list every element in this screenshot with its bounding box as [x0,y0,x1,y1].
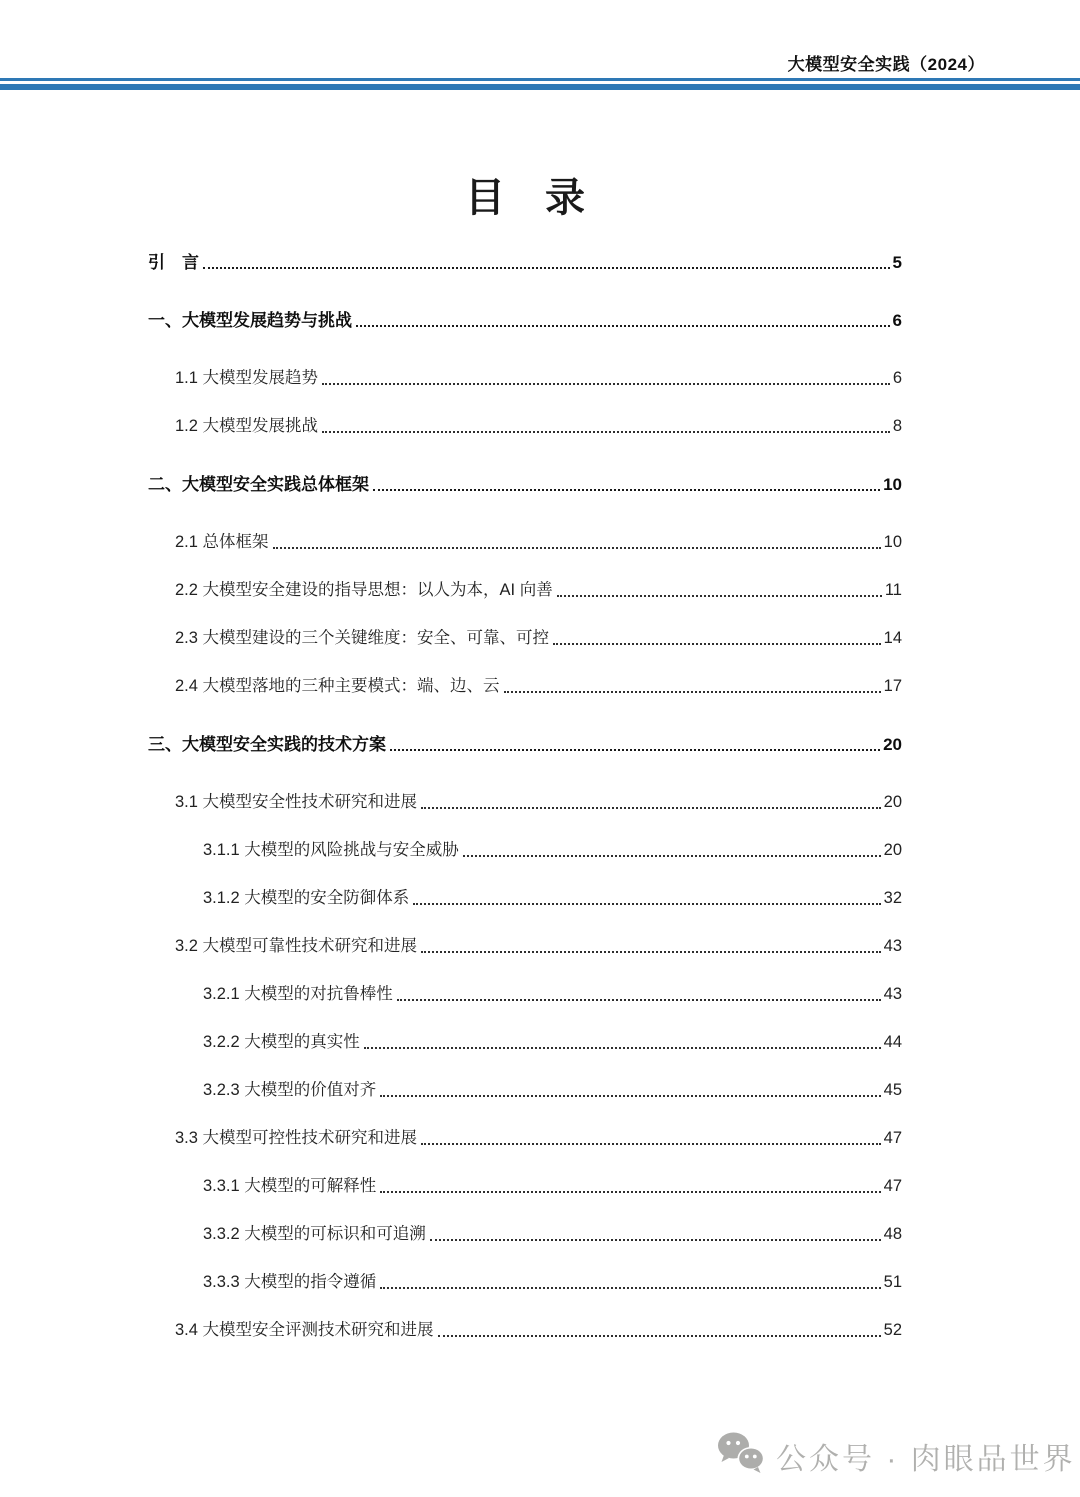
toc-dot-leader [380,1287,880,1289]
toc-entry[interactable] [148,474,902,495]
toc-entry-page-number: 51 [883,1273,902,1291]
toc-entry-page-number: 20 [883,841,902,859]
toc-entry-label: 3.1 大模型安全性技术研究和进展 [175,793,418,811]
toc-entry[interactable] [148,1176,902,1197]
toc-entry-label: 3.4 大模型安全评测技术研究和进展 [175,1321,434,1339]
toc-entry-label: 2.3 大模型建设的三个关键维度：安全、可靠、可控 [175,629,550,647]
toc-entry[interactable] [148,840,902,861]
toc-dot-leader [356,325,890,327]
toc-entry-label: 2.1 总体框架 [175,533,269,551]
toc-dot-leader [322,431,890,433]
toc-entry-page-number: 47 [883,1177,902,1195]
toc-dot-leader [203,267,890,269]
toc-dot-leader [380,1095,880,1097]
toc-entry-label: 3.3.2 大模型的可标识和可追溯 [203,1225,426,1243]
toc-entry[interactable] [148,1224,902,1245]
toc-entry-label: 3.1.2 大模型的安全防御体系 [203,889,410,907]
toc-dot-leader [373,489,880,491]
toc-entry[interactable] [148,628,902,649]
toc-entry[interactable] [148,936,902,957]
toc-entry-page-number: 45 [883,1081,902,1099]
toc-entry-page-number: 10 [883,475,902,494]
toc-entry-label: 3.3.3 大模型的指令遵循 [203,1273,377,1291]
toc-entry[interactable] [148,734,902,755]
toc-entry-label: 3.1.1 大模型的风险挑战与安全威胁 [203,841,459,859]
toc-dot-leader [364,1047,881,1049]
toc-entry-page-number: 48 [883,1225,902,1243]
toc-entry-label: 1.2 大模型发展挑战 [175,417,319,435]
toc-entry-label: 二、大模型安全实践总体框架 [148,475,369,494]
toc-entry[interactable] [148,1080,902,1101]
toc-dot-leader [390,749,880,751]
toc-entry-label: 2.4 大模型落地的三种主要模式：端、边、云 [175,677,500,695]
toc-entry[interactable] [148,888,902,909]
toc-page-title: 目 录 [465,174,585,221]
toc-entry-label: 三、大模型安全实践的技术方案 [148,735,386,754]
toc-entry[interactable] [148,368,902,389]
header-rule-thick [0,84,1080,90]
toc-entry-page-number: 44 [883,1033,902,1051]
toc-dot-leader [380,1191,880,1193]
toc-entry-label: 3.2.3 大模型的价值对齐 [203,1081,377,1099]
toc-dot-leader [413,903,880,905]
toc-dot-leader [504,691,881,693]
toc-dot-leader [421,807,881,809]
toc-entry[interactable] [148,676,902,697]
toc-entry-label: 2.2 大模型安全建设的指导思想：以人为本，AI 向善 [175,581,553,599]
toc-dot-leader [463,855,881,857]
toc-dot-leader [421,951,881,953]
toc-entry-page-number: 14 [883,629,902,647]
toc-entry[interactable] [148,252,902,273]
toc-entry[interactable] [148,1032,902,1053]
toc-entry-label: 引 言 [148,253,199,272]
toc-entry-page-number: 11 [884,581,902,599]
toc-dot-leader [557,595,882,597]
toc-entry[interactable] [148,1128,902,1149]
toc-entry-page-number: 6 [892,369,902,387]
toc-dot-leader [322,383,890,385]
toc-dot-leader [273,547,881,549]
toc-dot-leader [430,1239,881,1241]
toc-entry-page-number: 47 [883,1129,902,1147]
toc-entry-page-number: 20 [883,735,902,754]
toc-list [148,252,902,1341]
toc-entry-page-number: 10 [883,533,902,551]
toc-entry-label: 3.3 大模型可控性技术研究和进展 [175,1129,418,1147]
toc-dot-leader [421,1143,881,1145]
toc-entry-page-number: 8 [892,417,902,435]
toc-entry-label: 3.2.2 大模型的真实性 [203,1033,360,1051]
toc-entry-page-number: 17 [883,677,902,695]
toc-entry-label: 3.2 大模型可靠性技术研究和进展 [175,937,418,955]
toc-entry-page-number: 43 [883,985,902,1003]
toc-entry-page-number: 6 [892,311,902,330]
toc-entry-page-number: 43 [883,937,902,955]
header-rule-thin [0,78,1080,81]
toc-entry-page-number: 20 [883,793,902,811]
running-header-title: 大模型安全实践（2024） [787,55,985,74]
toc-entry-page-number: 32 [883,889,902,907]
toc-dot-leader [397,999,881,1001]
toc-dot-leader [438,1335,881,1337]
toc-entry[interactable] [148,416,902,437]
toc-entry-label: 3.2.1 大模型的对抗鲁棒性 [203,985,393,1003]
toc-entry-page-number: 5 [892,253,902,272]
toc-entry[interactable] [148,1272,902,1293]
wechat-icon [718,1432,764,1479]
toc-entry-page-number: 52 [883,1321,902,1339]
toc-entry[interactable] [148,532,902,553]
footer-watermark-label: 公众号 · 肉眼品世界 [776,1442,1076,1476]
toc-entry-label: 一、大模型发展趋势与挑战 [148,311,352,330]
toc-dot-leader [553,643,881,645]
toc-entry-label: 3.3.1 大模型的可解释性 [203,1177,377,1195]
toc-entry[interactable] [148,984,902,1005]
toc-entry[interactable] [148,792,902,813]
toc-entry-label: 1.1 大模型发展趋势 [175,369,319,387]
toc-entry[interactable] [148,1320,902,1341]
footer-watermark [718,1432,1076,1479]
toc-entry[interactable] [148,310,902,331]
toc-entry[interactable] [148,580,902,601]
